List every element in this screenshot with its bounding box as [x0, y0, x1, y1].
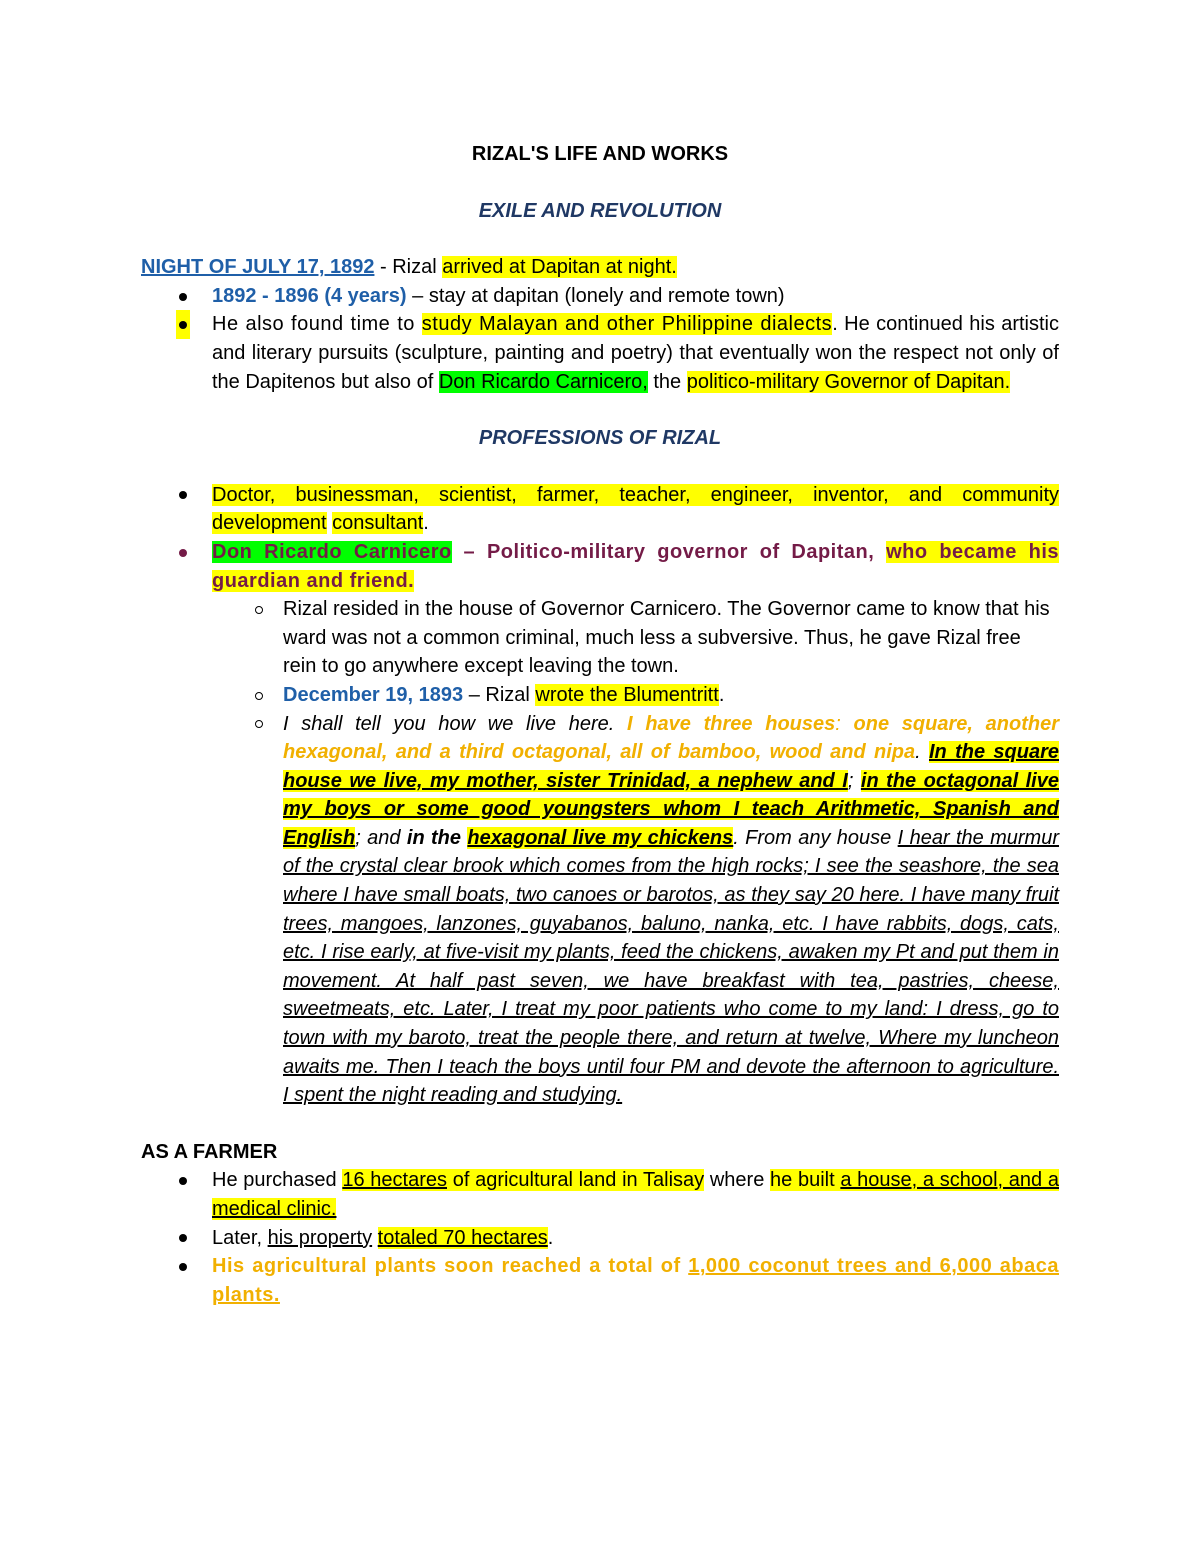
bullet-icon: [174, 538, 192, 567]
letter-m: I hear the murmur of the crystal clear brook which comes from the high rocks; I see the seashore, the sea where I have small boats, two canoes or barotos, as they say 20 here. I have many fruit trees, mangoes, lanzones, guyabanos, baluno, nanka, etc. I have rabbits, dogs, cats, etc. I rise early, at five-visit my plants, feed the chickens, awaken my Pt and put them in movement. At half past seven, we have breakfast with tea, pastries, cheese, sweetmeats, etc. Later, I treat my poor patients who come to my land: I dress, go to town with my baroto, treat the people there, and return at twelve, Where my luncheon awaits me. Then I teach the boys until four PM and devote the afternoon to agriculture. I spent the night reading and studying.: [283, 826, 1060, 1107]
night-dash: - Rizal: [374, 256, 443, 279]
plants-text: His agricultural plants soon reached a total of: [212, 1255, 689, 1278]
letter-b: I have three houses: [627, 712, 836, 735]
december-end: .: [718, 683, 725, 706]
farmer-t1: He purchased: [212, 1169, 343, 1192]
property-space: [372, 1227, 378, 1249]
dialect-text-3: the: [647, 370, 687, 393]
bullet-ring-icon: [250, 681, 268, 710]
years-rest: – stay at dapitan (lonely and remote town): [406, 284, 785, 307]
december-date: December 19, 1893: [283, 683, 464, 706]
talisay-highlight: of agricultural land in Talisay: [447, 1169, 705, 1192]
list-item: [212, 681, 1059, 710]
property-text: his property: [267, 1226, 373, 1249]
list-item: [212, 710, 1059, 1110]
buildings-highlight: a house, a school, and a medical clinic.: [212, 1169, 1059, 1220]
governor-highlight: politico-military Governor of Dapitan.: [686, 370, 1011, 393]
carnicero-green: Don Ricardo Carnicero: [212, 540, 452, 563]
farmer-t3: where: [704, 1169, 771, 1192]
carnicero-highlight: Don Ricardo Carnicero,: [438, 370, 648, 393]
document-page: [141, 138, 1059, 1309]
letter-e: .: [915, 741, 929, 764]
bullet-ring-icon: [250, 710, 268, 739]
list-item: [141, 1224, 1059, 1253]
bullet-icon: [174, 1166, 192, 1195]
list-item: [141, 1166, 1059, 1223]
letter-l: . From any house: [733, 826, 898, 849]
letter-a: I shall tell you how we live here.: [283, 712, 628, 735]
professions-end: .: [423, 512, 429, 535]
totaled-end: .: [547, 1226, 554, 1249]
years-label: 1892 - 1896 (4 years): [212, 284, 407, 307]
document-title: RIZAL'S LIFE AND WORKS: [471, 143, 729, 165]
december-mid: – Rizal: [463, 683, 536, 706]
section-heading-farmer: AS A FARMER: [141, 1140, 278, 1163]
list-item: [212, 595, 1059, 681]
bullet-icon: [174, 1252, 192, 1281]
dialect-text-1: He also found time to: [212, 313, 422, 336]
night-line: [141, 253, 1059, 282]
bullet-icon: [174, 282, 192, 311]
letter-i: ; and: [355, 826, 407, 849]
plants-underline: 1,000 coconut trees and 6,000 abaca plants.: [212, 1255, 1060, 1306]
night-date: NIGHT OF JULY 17, 1892: [141, 256, 375, 279]
letter-c: :: [835, 712, 854, 735]
bullet-icon: [174, 310, 192, 339]
bullet-icon: [174, 481, 192, 510]
list-item: [141, 282, 1059, 311]
hectares-highlight: 16 hectares: [342, 1169, 448, 1192]
letter-h: in the octagonal live my boys or some good youngsters whom I teach Arithmetic, Spanish and English: [283, 769, 1059, 849]
bullet-icon: [174, 1224, 192, 1253]
night-highlight: arrived at Dapitan at night.: [442, 256, 677, 279]
bullet-ring-icon: [250, 595, 268, 624]
section-heading-professions: PROFESSIONS OF RIZAL: [478, 427, 722, 450]
carnicero-role: – Politico-military governor of Dapitan,: [451, 540, 887, 563]
list-item: [141, 538, 1059, 1110]
letter-k: hexagonal live my chickens: [467, 826, 734, 849]
section-heading-exile: EXILE AND REVOLUTION: [478, 199, 722, 222]
letter-d: one square, another hexagonal, and a third octagonal, all of bamboo, wood and nipa: [283, 712, 1059, 764]
list-item: [141, 310, 1059, 396]
list-item: [141, 1252, 1059, 1309]
list-item: [141, 481, 1059, 538]
resided-text: Rizal resided in the house of Governor Carnicero. The Governor came to know that his ward was not a common criminal, much less a subversive. Thus, he gave Rizal free rein to go anywhere except leaving the town.: [283, 598, 1050, 678]
exile-list: [141, 282, 1059, 396]
guardian-highlight: who became his guardian and friend.: [212, 540, 1059, 592]
built-highlight: he built: [770, 1169, 841, 1192]
consultant-highlight: consultant: [332, 512, 424, 535]
farmer-list: [141, 1166, 1059, 1309]
dialect-text-2: . He continued his artistic and literary pursuits (sculpture, painting and poetry) that eventually won the respect not only of the Dapitenos but also of: [212, 313, 1059, 393]
dialect-highlight: study Malayan and other Philippine dialects: [421, 313, 833, 336]
professions-list: [141, 481, 1059, 1110]
later-text: Later,: [212, 1226, 268, 1249]
letter-f: In the square house we live, my mother, sister Trinidad, a nephew and I: [283, 741, 1059, 792]
letter-g: ;: [847, 769, 861, 792]
totaled-highlight: totaled 70 hectares: [377, 1226, 548, 1249]
letter-j: in the: [406, 826, 468, 849]
professions-highlight: Doctor, businessman, scientist, farmer, teacher, engineer, inventor, and community development: [212, 483, 1059, 535]
professions-sublist: [212, 595, 1059, 1110]
blumentritt-highlight: wrote the Blumentritt: [535, 683, 719, 706]
